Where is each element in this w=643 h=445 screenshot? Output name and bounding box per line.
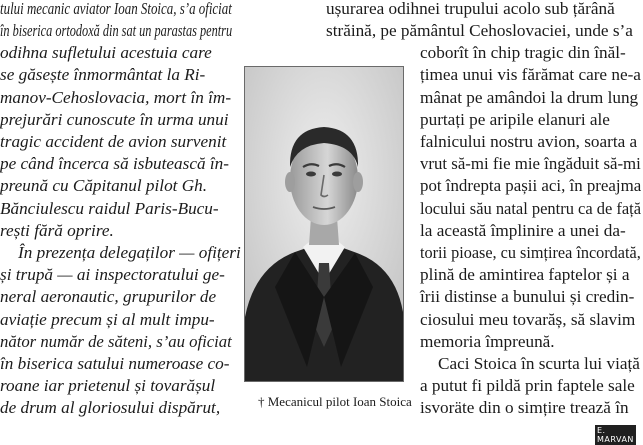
right-line-8: vrut să-mi fie mie îngăduit să-mi (420, 154, 641, 173)
right-line-18: a putut fi pildă prin faptele sale (420, 376, 635, 395)
photo-credit: E. MARVAN (597, 426, 634, 444)
right-line-9: pot îndrepta pașii aci, în preajma (420, 176, 642, 195)
left-line-11: rești fără oprire. (0, 221, 114, 240)
right-eye (332, 172, 342, 177)
right-line-13: plină de amintirea faptelor și a (420, 265, 630, 284)
left-line-18: roane iar prietenul și tovarășul (0, 376, 216, 395)
photo-caption: † Mecanicul pilot Ioan Stoica (258, 394, 412, 409)
left-line-1: tului mecanic aviator Ioan Stoica, s’a oficiat (0, 0, 232, 18)
left-line-13: și trupă — ai inspectoratului ge- (0, 265, 225, 284)
right-line-17: Caci Stoica în scurta lui viață (438, 354, 640, 373)
left-line-4: se găsește înmormântat la Ri- (0, 65, 206, 84)
right-ear (353, 172, 363, 192)
right-line-6: purtați pe aripile elanuri ale (420, 110, 610, 129)
right-line-19: isvoräte din o simțire trează în (420, 398, 629, 417)
right-line-7: falnicului nostru avion, soarta a (420, 132, 638, 151)
right-line-5: mânat pe amândoi la drum lung (420, 88, 639, 107)
left-line-5: manov-Cehoslovacia, mort în îm- (0, 88, 232, 107)
left-line-14: neral aeronautic, grupurilor de (0, 287, 217, 306)
right-line-3: coborît în chip tragic din înăl- (420, 43, 626, 62)
left-line-16: nător număr de săteni, s’au oficiat (0, 332, 232, 351)
left-line-7: tragic accident de avion survenit (0, 132, 227, 151)
left-line-15: aviație precum și al mult impu- (0, 310, 215, 329)
left-ear (285, 172, 295, 192)
left-line-2: în biserica ortodoxă din sat un parastas pentru (0, 21, 233, 40)
right-line-14: îrii distinse a bunului și credin- (420, 287, 635, 306)
portrait-illustration (245, 67, 403, 381)
right-line-1: ușurarea odihnei trupului acolo sub țărână (326, 0, 615, 18)
right-line-11: la această împlinire a unei da- (420, 221, 626, 240)
left-line-17: în biserica satului numeroase co- (0, 354, 230, 373)
right-line-10: locului său natal pentru ca de față (420, 199, 642, 218)
left-line-10: Bănciulescu raidul Paris-Bucu- (0, 199, 219, 218)
left-line-8: pe când încerca să isbutească în- (0, 154, 229, 173)
right-line-16: memoria împreună. (420, 332, 555, 351)
right-line-2: străină, pe pământul Cehoslovaciei, unde s’a (326, 21, 633, 40)
left-line-12: În prezența delegaților — ofițeri (18, 243, 241, 262)
right-line-12: torii pioase, cu simțirea încordată, (420, 243, 641, 262)
left-eye (306, 172, 316, 177)
left-line-6: prejurări cunoscute în urma unui (0, 110, 229, 129)
right-line-15: ciosului meu tovarăș, să slavim (420, 310, 636, 329)
left-line-9: preună cu Căpitanul pilot Gh. (0, 176, 208, 195)
left-line-3: odihna sufletului acestuia care (0, 43, 212, 62)
right-line-4: țimea unui vis fărămat care ne-a (420, 65, 641, 84)
left-line-19: de drum al gloriosului dispărut, (0, 398, 221, 417)
